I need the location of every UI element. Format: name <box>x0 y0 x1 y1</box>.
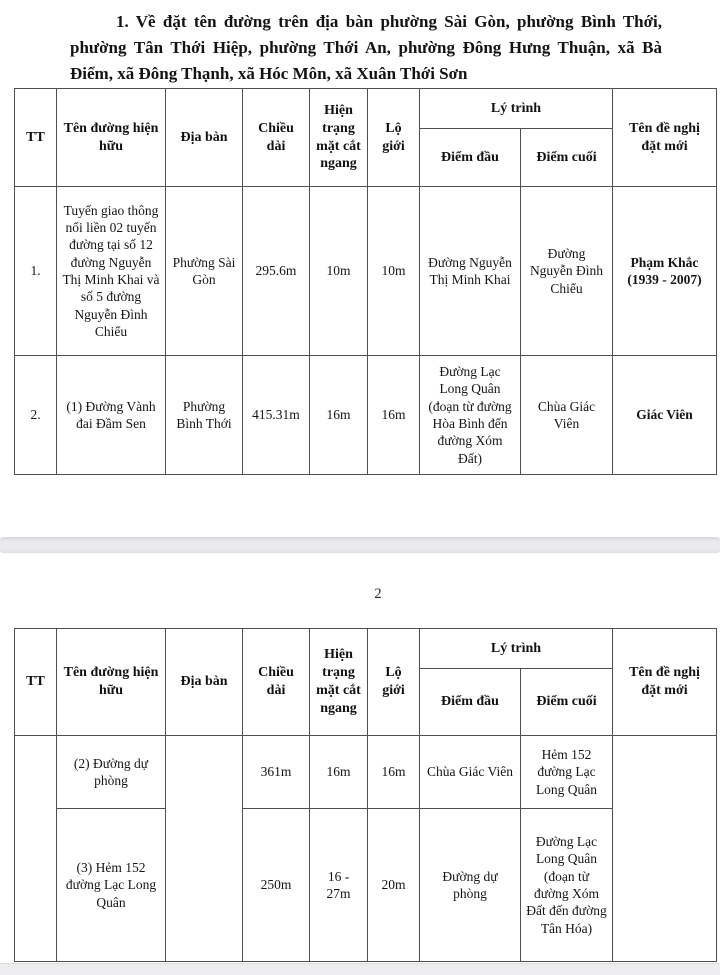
street-naming-table-page1 <box>14 88 717 475</box>
cell-cross-section: 16 - 27m <box>310 809 368 962</box>
col-header-existing-name: Tên đường hiện hữu <box>57 629 166 736</box>
cell-existing-name: (3) Hẻm 152 đường Lạc Long Quân <box>57 809 166 962</box>
cell-tt: 1. <box>15 187 57 356</box>
cell-proposed-name <box>613 736 717 962</box>
cell-proposed-name: Giác Viên <box>613 356 717 475</box>
cell-end-point: Đường Lạc Long Quân (đoạn từ đường Xóm Đất đến đường Tân Hóa) <box>521 809 613 962</box>
cell-tt: 2. <box>15 356 57 475</box>
cell-road-boundary: 10m <box>368 187 420 356</box>
col-header-tt: TT <box>15 629 57 736</box>
cell-end-point: Đường Nguyễn Đình Chiểu <box>521 187 613 356</box>
cell-road-boundary: 16m <box>368 736 420 809</box>
col-header-road-boundary: Lộ giới <box>368 89 420 187</box>
street-naming-table-page2 <box>14 628 717 962</box>
cell-length: 295.6m <box>243 187 310 356</box>
col-header-start-point: Điểm đầu <box>420 669 521 736</box>
col-header-area: Địa bàn <box>166 629 243 736</box>
cell-proposed-name: Phạm Khắc (1939 - 2007) <box>613 187 717 356</box>
cell-cross-section: 16m <box>310 736 368 809</box>
cell-cross-section: 16m <box>310 356 368 475</box>
cell-cross-section: 10m <box>310 187 368 356</box>
table-row <box>15 187 717 356</box>
cell-start-point: Đường Nguyễn Thị Minh Khai <box>420 187 521 356</box>
col-header-proposed-name: Tên đề nghị đặt mới <box>613 89 717 187</box>
table-row <box>15 356 717 475</box>
col-header-area: Địa bàn <box>166 89 243 187</box>
col-header-cross-section: Hiện trạng mặt cắt ngang <box>310 89 368 187</box>
cell-area <box>166 736 243 962</box>
col-header-existing-name: Tên đường hiện hữu <box>57 89 166 187</box>
col-header-route: Lý trình <box>420 629 613 669</box>
cell-length: 415.31m <box>243 356 310 475</box>
col-header-proposed-name: Tên đề nghị đặt mới <box>613 629 717 736</box>
cell-length: 361m <box>243 736 310 809</box>
section-heading: 1. Về đặt tên đường trên địa bàn phường Sài Gòn, phường Bình Thới, phường Tân Thới Hiệp, phường Thới An, phường Đông Hưng Thuận, xã Bà Điểm, xã Đông Thạnh, xã Hóc Môn, xã Xuân Thới Sơn <box>70 12 662 83</box>
cell-existing-name: Tuyến giao thông nối liền 02 tuyến đường tại số 12 đường Nguyễn Thị Minh Khai và số 5 đường Nguyễn Đình Chiểu <box>57 187 166 356</box>
col-header-tt: TT <box>15 89 57 187</box>
cell-start-point: Đường dự phòng <box>420 809 521 962</box>
cell-area: Phường Sài Gòn <box>166 187 243 356</box>
cell-end-point: Hẻm 152 đường Lạc Long Quân <box>521 736 613 809</box>
page-number: 2 <box>374 586 382 602</box>
cell-road-boundary: 20m <box>368 809 420 962</box>
cell-tt <box>15 736 57 962</box>
cell-end-point: Chùa Giác Viên <box>521 356 613 475</box>
cell-road-boundary: 16m <box>368 356 420 475</box>
cell-area: Phường Bình Thới <box>166 356 243 475</box>
cell-start-point: Đường Lạc Long Quân (đoạn từ đường Hòa Bình đến đường Xóm Đất) <box>420 356 521 475</box>
cell-existing-name: (1) Đường Vành đai Đầm Sen <box>57 356 166 475</box>
col-header-length: Chiều dài <box>243 629 310 736</box>
col-header-route: Lý trình <box>420 89 613 129</box>
table-row <box>15 736 717 809</box>
col-header-length: Chiều dài <box>243 89 310 187</box>
table-row <box>15 809 717 962</box>
col-header-cross-section: Hiện trạng mặt cắt ngang <box>310 629 368 736</box>
col-header-road-boundary: Lộ giới <box>368 629 420 736</box>
col-header-end-point: Điểm cuối <box>521 129 613 187</box>
cell-existing-name: (2) Đường dự phòng <box>57 736 166 809</box>
cell-length: 250m <box>243 809 310 962</box>
cell-start-point: Chùa Giác Viên <box>420 736 521 809</box>
col-header-start-point: Điểm đầu <box>420 129 521 187</box>
page-break-separator <box>0 537 720 553</box>
bottom-page-gap <box>0 963 720 975</box>
col-header-end-point: Điểm cuối <box>521 669 613 736</box>
